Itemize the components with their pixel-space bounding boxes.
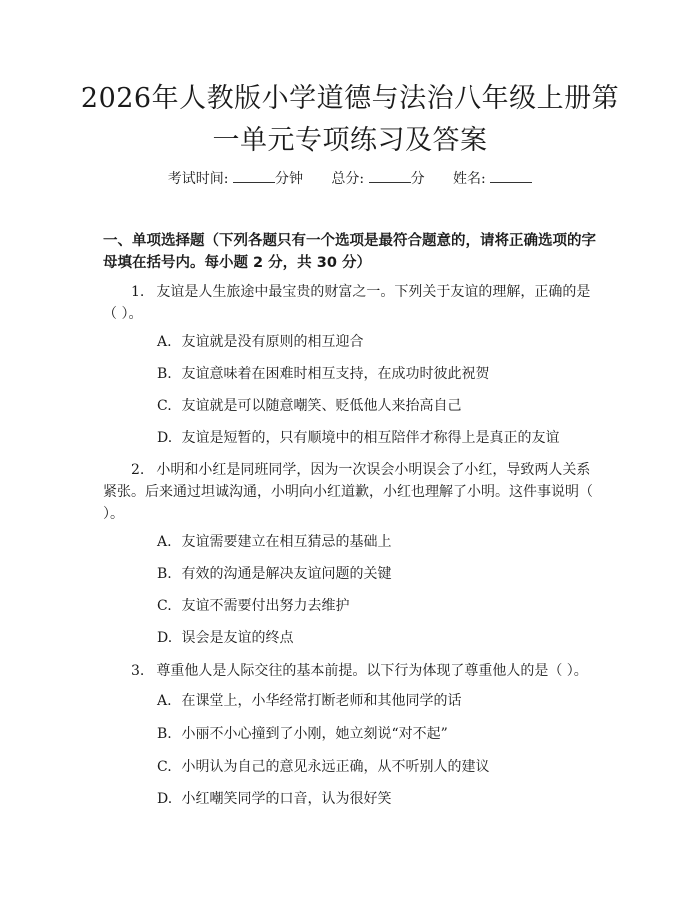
question-2-option-a [157,532,607,552]
option-text: 在课堂上，小华经常打断老师和其他同学的话 [181,693,462,709]
title-line-1: 2026年人教版小学道德与法治八年级上册第 [80,83,620,114]
question-2-option-b [157,564,607,584]
question-3-option-d [157,789,607,809]
question-2-stem [103,459,603,525]
question-text: 尊重他人是人际交往的基本前提。以下行为体现了尊重他人的是（ ）。 [156,663,588,679]
title-line-2: 一单元专项练习及答案 [212,125,488,156]
option-text: 友谊意味着在困难时相互支持，在成功时彼此祝贺 [181,366,490,382]
option-letter: D. [157,791,173,807]
question-text: 小明和小红是同班同学，因为一次误会小明误会了小红，导致两人关系紧张。后来通过坦诚沟通，小明向小红道歉，小红也理解了小明。这件事说明（ ）。 [103,462,593,522]
exam-meta [0,168,700,189]
question-1-option-d [157,428,607,448]
question-1-option-c [157,396,607,416]
option-letter: A. [157,693,172,709]
name-field [453,168,532,189]
question-number: 1. [131,284,145,300]
option-text: 有效的沟通是解决友谊问题的关键 [181,566,392,582]
name-label: 姓名: [453,171,486,187]
question-3-stem [103,660,603,682]
question-text: 友谊是人生旅途中最宝贵的财富之一。下列关于友谊的理解，正确的是（ ）。 [103,284,591,322]
option-letter: C. [157,398,172,414]
option-text: 小丽不小心撞到了小刚，她立刻说“对不起” [181,726,448,742]
score-blank [369,168,411,183]
option-letter: B. [157,366,172,382]
time-label: 考试时间: [167,171,229,187]
score-label: 总分: [331,171,365,187]
option-letter: D. [157,630,173,646]
option-text: 友谊是短暂的，只有顺境中的相互陪伴才称得上是真正的友谊 [181,430,560,446]
question-number: 3. [131,663,145,679]
option-text: 小红嘲笑同学的口音，认为很好笑 [181,791,392,807]
option-letter: C. [157,759,172,775]
document-title [60,78,640,162]
question-3-option-b [157,724,607,744]
question-2-option-d [157,628,607,648]
score-unit: 分 [410,171,425,187]
option-text: 友谊就是没有原则的相互迎合 [181,334,364,350]
option-text: 误会是友谊的终点 [181,630,294,646]
option-letter: B. [157,566,172,582]
option-text: 友谊就是可以随意嘲笑、贬低他人来抬高自己 [181,398,462,414]
question-1-option-b [157,364,607,384]
exam-time-field [168,168,303,189]
option-text: 友谊需要建立在相互猜忌的基础上 [181,534,392,550]
name-blank [490,168,532,183]
option-letter: C. [157,598,172,614]
section-heading: 一、单项选择题（下列各题只有一个选项是最符合题意的，请将正确选项的字母填在括号内。每小题 2 分，共 30 分） [103,233,596,271]
question-2-option-c [157,596,607,616]
question-3-option-c [157,757,607,777]
option-letter: D. [157,430,173,446]
option-letter: A. [157,534,172,550]
question-1-stem [103,281,603,325]
option-letter: A. [157,334,172,350]
time-unit: 分钟 [274,171,303,187]
total-score-field [331,168,424,189]
option-text: 友谊不需要付出努力去维护 [181,598,350,614]
option-text: 小明认为自己的意见永远正确，从不听别人的建议 [181,759,490,775]
question-1-option-a [157,332,607,352]
question-number: 2. [131,462,145,478]
question-3-option-a [157,691,607,711]
time-blank [233,168,275,183]
option-letter: B. [157,726,172,742]
